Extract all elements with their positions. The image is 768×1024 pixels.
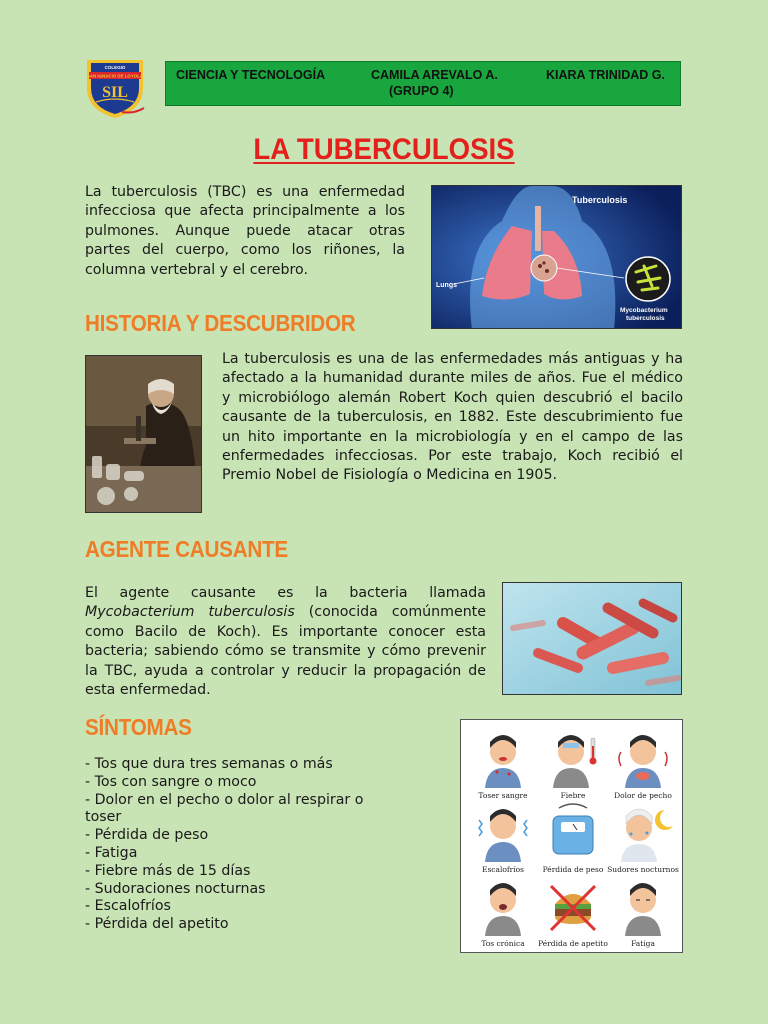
symptom-icon-weight-loss [537,800,609,872]
history-heading: HISTORIA Y DESCUBRIDOR [85,310,356,336]
symptom-icon-coughing-blood [467,726,539,798]
symptoms-heading: SÍNTOMAS [85,714,192,740]
symptom-icon-fever [537,726,609,798]
header-subject: CIENCIA Y TECNOLOGÍA [176,68,326,82]
tb-image-lungs-label: Lungs [436,282,457,289]
symptom-icon-chronic-cough [467,874,539,946]
symptom-icon-chest-pain [607,726,679,798]
symptom-label: Pérdida de apetito [538,939,608,948]
logo-initials: SIL [102,84,128,101]
symptom-item: - Dolor en el pecho o dolor al respirar o toser [85,791,364,826]
header-author-2: KIARA TRINIDAD G. [546,68,665,82]
header-bar [165,61,681,106]
symptom-label: Tos crónica [481,939,525,948]
agent-heading: AGENTE CAUSANTE [85,536,288,562]
intro-paragraph: La tuberculosis (TBC) es una enfermedad infecciosa que afecta principalmente a los pulmones. Aunque puede atacar otras partes del cuerpo, como los riñones, la columna vertebral y el cerebro. [85,184,405,278]
symptom-label: Dolor de pecho [614,791,672,800]
symptom-icon-night-sweats [607,800,679,872]
symptoms-infographic [460,719,683,953]
symptom-label: Escalofríos [481,865,525,874]
tuberculosis-lungs-illustration [431,185,682,329]
logo-top-text: COLEGIO [104,65,126,70]
robert-koch-photo [85,355,202,513]
tb-image-title: Tuberculosis [572,195,628,205]
symptom-icon-appetite-loss [537,874,609,946]
symptom-item: - Escalofríos [85,898,171,915]
symptom-icon-chills [467,800,539,872]
agent-paragraph [85,584,486,700]
bacteria-illustration [502,582,682,695]
school-logo [82,54,148,120]
symptom-item: - Fiebre más de 15 días [85,862,251,879]
agent-text-after: (conocida comúnmente como Bacilo de Koch). Es importante conocer esta bacteria; sabiendo cómo se transmite y cómo prevenir la TBC, ayuda a controlar y reducir la propagación de esta enfermedad. [85,604,486,699]
page-title: LA TUBERCULOSIS [253,133,515,166]
symptom-item: - Pérdida del apetito [85,916,229,933]
history-paragraph: La tuberculosis es una de las enfermedades más antiguas y ha afectado a la humanidad durante miles de años. Fue el médico y microbiólogo alemán Robert Koch quien descubrió el bacilo causante de la tuberculosis, en 1882. Este descubrimiento fue un hito importante en la microbiología y en el campo de las enfermedades infecciosas. Por este trabajo, Koch recibió el Premio Nobel de Fisiología o Medicina en 1905. [222,351,683,484]
symptom-label: Fiebre [560,791,586,800]
symptom-item: - Tos con sangre o moco [85,773,257,790]
symptom-item: - Tos que dura tres semanas o más [85,756,333,772]
symptom-icon-fatigue [607,874,679,946]
symptom-label: Sudores nocturnos [607,865,679,874]
agent-text-before: El agente causante es la bacteria llamada [85,585,486,601]
symptom-label: Fatiga [631,939,655,948]
symptom-label: Pérdida de peso [542,865,604,874]
agent-species-name: Mycobacterium tuberculosis [85,604,295,621]
logo-school-name: SAN IGNACIO DE LOYOLA [86,73,144,79]
header-author-1: CAMILA AREVALO A. [371,68,498,82]
symptom-item: - Sudoraciones nocturnas [85,880,266,897]
tb-image-bacteria-label-2: tuberculosis [626,315,665,322]
header-group: (GRUPO 4) [389,84,454,98]
symptom-label: Toser sangre [478,791,528,800]
symptom-item: - Pérdida de peso [85,827,209,844]
symptom-item: - Fatiga [85,844,138,861]
tb-image-bacteria-label-1: Mycobacterium [620,307,668,314]
symptoms-list [85,756,385,934]
